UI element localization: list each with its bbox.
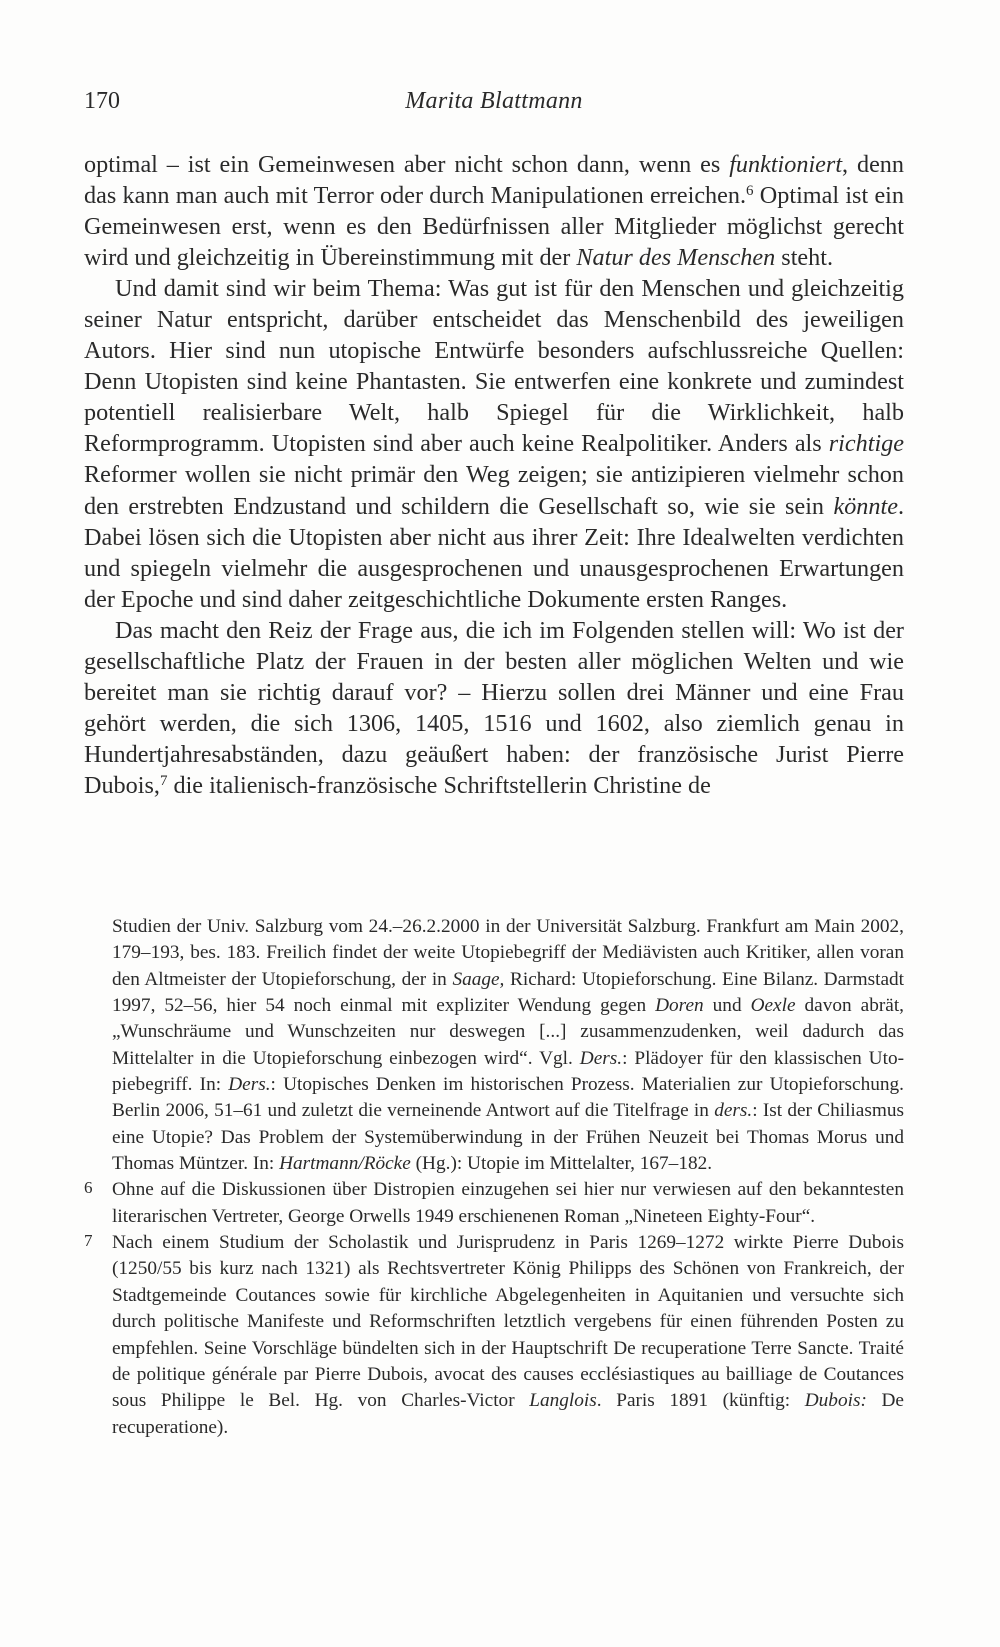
footnote-ref-6[interactable]: 6 — [746, 182, 754, 199]
running-head — [84, 88, 904, 124]
emphasis: funktioniert — [729, 151, 843, 178]
emphasis: Natur des Menschen — [576, 244, 776, 272]
main-text — [84, 149, 904, 801]
footnote-6: 6 Ohne auf die Diskussionen über Distropien einzugehen sei hier nur verwiesen auf den bekanntesten literarischen Vertreter, George Orwells 1949 erschienenen Roman „Nineteen Eighty-Four“. — [84, 1177, 904, 1230]
footnotes — [84, 914, 904, 1441]
paragraph-3: Das macht den Reiz der Frage aus, die ich im Folgenden stellen will: Wo ist der gesellschaftliche Platz der Frauen in der besten aller möglichen Welten und wie bereitet man sie richtig darauf vor? – Hierzu sollen drei Männer und eine Frau gehört werden, die sich 1306, 1405, 1516 und 1602, also ziemlich genau in Hundertjahresabständen, dazu geäußert haben: der französische Jurist Pierre Dubois,$^7$ die italienisch-französische Schriftstellerin Christine de — [84, 616, 904, 799]
footnote-continuation: Studien der Univ. Salzburg vom 24.–26.2.2000 in der Universität Salzburg. Frankfurt am Main 2002, 179–193, bes. 183. Freilich findet der weite Utopiebegriff der Mediävisten auch Kritiker, allen voran den Altmeister der Utopieforschung, der in Saage, Richard: Utopieforschung. Eine Bilanz. Darmstadt 1997, 52–56, hier 54 noch einmal mit expliziter Wendung gegen Doren und Oexle davon abrät, „Wunschräume und Wunschzeiten nur deswegen [...] zusammenzudenken, weil dadurch das Mittelalter in die Utopieforschung einbezogen wird“. Vgl. Ders.: Plädoyer für den klassischen Utopiebegriff. In: Ders.: Utopisches Denken im historischen Prozess. Materialien zur Utopieforschung. Berlin 2006, 51–61 und zuletzt die verneinende Antwort auf die Titelfrage in ders.: Ist der Chiliasmus eine Utopie? Das Problem der Systemüberwindung in der Frühen Neuzeit bei Thomas Morus und Thomas Müntzer. In: Hartmann/Röcke (Hg.): Utopie im Mittelalter, 167–182. — [112, 916, 905, 1175]
emphasis: richtige — [828, 430, 904, 458]
footnote-number: 7 — [84, 1231, 93, 1251]
footnote-ref-7[interactable]: 7 — [159, 772, 168, 789]
footnote-7: 7 Nach einem Studium der Scholastik und Jurisprudenz in Paris 1269–1272 wirkte Pierre Dubois (1250/55 bis kurz nach 1321) als Rechtsvertreter König Philipps des Schönen von Frankreich, der Stadtgemeinde Coutances sowie für kirchliche Abgelegenheiten in Aquitanien und versuchte sich durch politische Manifeste und Reformschriften letztlich vergebens für einen führenden Posten zu empfehlen. Seine Vorschläge bündelten sich in der Hauptschrift De recuperatione Terre Sancte. Traité de politique générale par Pierre Dubois, avocat des causes ecclésiastiques au bailliage de Coutances sous Philippe le Bel. Hg. von Charles-Victor Langlois. Paris 1891 (künftig: Dubois: De recuperatione). — [84, 1230, 904, 1441]
paragraph-2: Und damit sind wir beim Thema: Was gut ist für den Menschen und gleichzeitig seiner Natur entspricht, darüber entscheidet das Menschenbild des jeweiligen Autors. Hier sind nun utopische Entwürfe besonders aufschlussreiche Quellen: Denn Utopisten sind keine Phantasten. Sie entwerfen eine konkrete und zumindest potentiell realisierbare Welt, halb Spiegel für die Wirklichkeit, halb Reformprogramm. Utopisten sind aber auch keine Realpolitiker. Anders als richtige Reformer wollen sie nicht primär den Weg zeigen; sie antizipieren vielmehr schon den erstrebten Endzustand und schildern die Gesellschaft so, wie sie sein könnte. Dabei lösen sich die Utopisten aber nicht aus ihrer Zeit: Ihre Idealwelten verdichten und spiegeln vielmehr die ausgesprochenen und unausgesprochenen Erwartungen der Epoche und sind daher zeitgeschichtliche Dokumente ersten Ranges. — [84, 275, 904, 613]
running-title-author: Marita Blattmann — [405, 88, 583, 114]
paragraph-1: optimal – ist ein Gemeinwesen aber nicht schon dann, wenn es funktioniert, denn das kann man auch mit Terror oder durch Manipulationen erreichen.$^6$ Optimal ist ein Gemeinwesen erst, wenn es den Bedürfnissen aller Mitglieder möglichst gerecht wird und gleichzeitig in Übereinstimmung mit der Natur des Menschen steht. — [84, 151, 904, 272]
emphasis: könnte — [833, 492, 898, 520]
page-number: 170 — [84, 88, 120, 114]
footnote-number: 6 — [84, 1178, 93, 1198]
